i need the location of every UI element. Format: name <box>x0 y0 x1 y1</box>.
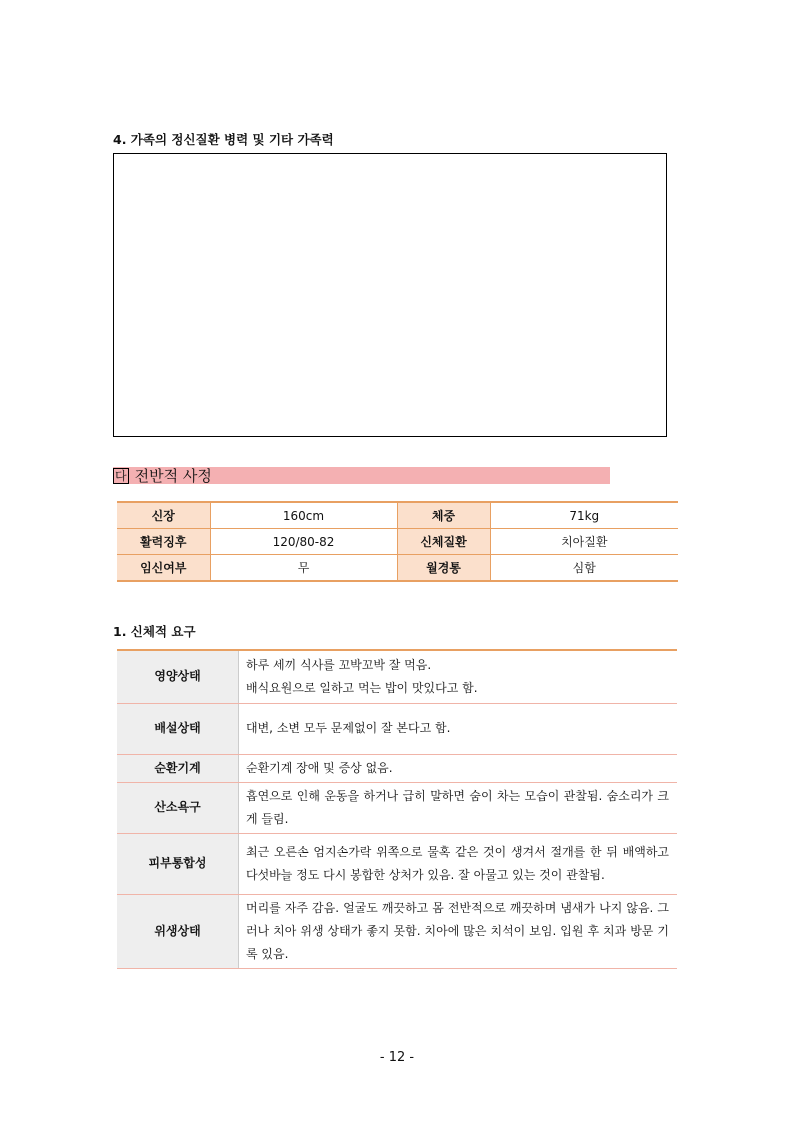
vitals-label: 임신여부 <box>117 555 210 582</box>
needs-row <box>117 894 677 968</box>
physical-needs-table <box>117 649 677 969</box>
needs-label: 산소욕구 <box>117 782 239 833</box>
vitals-row <box>117 555 678 582</box>
needs-label: 피부통합성 <box>117 833 239 894</box>
vitals-value: 심함 <box>490 555 678 582</box>
needs-description <box>239 650 678 703</box>
needs-row <box>117 703 677 754</box>
needs-line: 대변, 소변 모두 문제없이 잘 본다고 함. <box>246 721 451 735</box>
needs-label: 위생상태 <box>117 894 239 968</box>
vitals-value: 71kg <box>490 502 678 529</box>
vitals-value: 160cm <box>210 502 397 529</box>
vitals-table <box>117 501 678 582</box>
needs-row <box>117 754 677 782</box>
family-history-box <box>113 153 667 437</box>
needs-description <box>239 782 678 833</box>
vitals-label: 활력징후 <box>117 529 210 555</box>
section-4-heading: 4. 가족의 정신질환 병력 및 기타 가족력 <box>113 132 334 147</box>
needs-description <box>239 703 678 754</box>
general-assessment-heading <box>113 465 212 486</box>
needs-line: 머리를 자주 감음. 얼굴도 깨끗하고 몸 전반적으로 깨끗하며 냄새가 나지 않음. 그러나 치아 위생 상태가 좋지 못함. 치아에 많은 치석이 보임. 입원 후 치과 방문 기록 있음. <box>246 900 669 961</box>
needs-label: 순환기계 <box>117 754 239 782</box>
vitals-label: 월경통 <box>397 555 490 582</box>
needs-line: 하루 세끼 식사를 꼬박꼬박 잘 먹음. <box>246 657 432 672</box>
needs-line: 배식요원으로 일하고 먹는 밥이 맛있다고 함. <box>246 680 478 695</box>
vitals-label: 체중 <box>397 502 490 529</box>
needs-label: 영양상태 <box>117 650 239 703</box>
vitals-value: 치아질환 <box>490 529 678 555</box>
vitals-value: 무 <box>210 555 397 582</box>
vitals-row <box>117 529 678 555</box>
physical-needs-heading: 1. 신체적 요구 <box>113 624 196 639</box>
needs-description <box>239 894 678 968</box>
general-assessment-title: 전반적 사정 <box>134 467 212 485</box>
page-number: - 12 - <box>379 1050 415 1065</box>
needs-row <box>117 650 677 703</box>
needs-description <box>239 833 678 894</box>
needs-description <box>239 754 678 782</box>
vitals-label: 신장 <box>117 502 210 529</box>
needs-row <box>117 833 677 894</box>
vitals-label: 신체질환 <box>397 529 490 555</box>
needs-label: 배설상태 <box>117 703 239 754</box>
needs-line: 최근 오른손 엄지손가락 위쪽으로 물혹 같은 것이 생겨서 절개를 한 뒤 배액하고 다섯바늘 정도 다시 봉합한 상처가 있음. 잘 아물고 있는 것이 관찰됨. <box>246 844 669 882</box>
needs-line: 순환기계 장애 및 증상 없음. <box>246 760 393 775</box>
section-mark: 다 <box>115 468 127 483</box>
needs-line: 흡연으로 인해 운동을 하거나 급히 말하면 숨이 차는 모습이 관찰됨. 숨소리가 크게 들림. <box>246 788 669 826</box>
vitals-row <box>117 502 678 529</box>
vitals-value: 120/80-82 <box>210 529 397 555</box>
needs-row <box>117 782 677 833</box>
